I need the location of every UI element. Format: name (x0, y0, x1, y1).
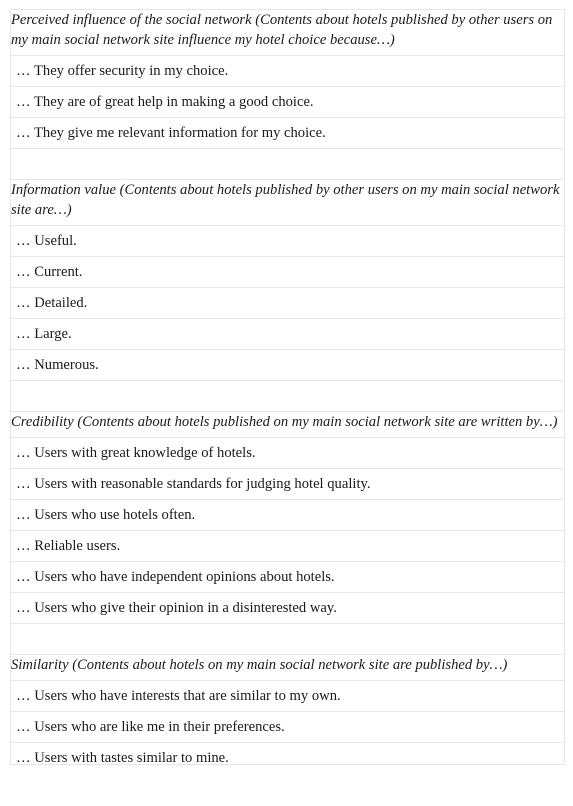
table-row: … Detailed. (11, 288, 564, 319)
table-row: … Users with great knowledge of hotels. (11, 438, 564, 469)
table-row: … Users with tastes similar to mine. (11, 743, 564, 765)
section-heading-credibility: Credibility (Contents about hotels published on my main social network site are written by…) (11, 412, 564, 438)
table-row: … They offer security in my choice. (11, 56, 564, 87)
table-row: … They are of great help in making a good choice. (11, 87, 564, 118)
section-heading-similarity: Similarity (Contents about hotels on my main social network site are published by…) (11, 655, 564, 681)
table-row: … Users who have interests that are similar to my own. (11, 681, 564, 712)
table-row: … Users who have independent opinions about hotels. (11, 562, 564, 593)
table-row: … Useful. (11, 226, 564, 257)
survey-items-table (10, 9, 565, 765)
table-row: … Reliable users. (11, 531, 564, 562)
table-row: … Large. (11, 319, 564, 350)
table-row: … Users with reasonable standards for judging hotel quality. (11, 469, 564, 500)
section-heading-perceived-influence: Perceived influence of the social network (Contents about hotels published by other users on my main social network site influence my hotel choice because…) (11, 10, 564, 56)
table-row: … Numerous. (11, 350, 564, 381)
table-row: … Users who are like me in their preferences. (11, 712, 564, 743)
table-row: … Users who use hotels often. (11, 500, 564, 531)
table-row: … Users who give their opinion in a disinterested way. (11, 593, 564, 624)
empty-row (11, 149, 564, 180)
empty-row (11, 624, 564, 655)
table-row: … They give me relevant information for my choice. (11, 118, 564, 149)
empty-row (11, 381, 564, 412)
table-row: … Current. (11, 257, 564, 288)
section-heading-information-value: Information value (Contents about hotels published by other users on my main social network site are…) (11, 180, 564, 226)
